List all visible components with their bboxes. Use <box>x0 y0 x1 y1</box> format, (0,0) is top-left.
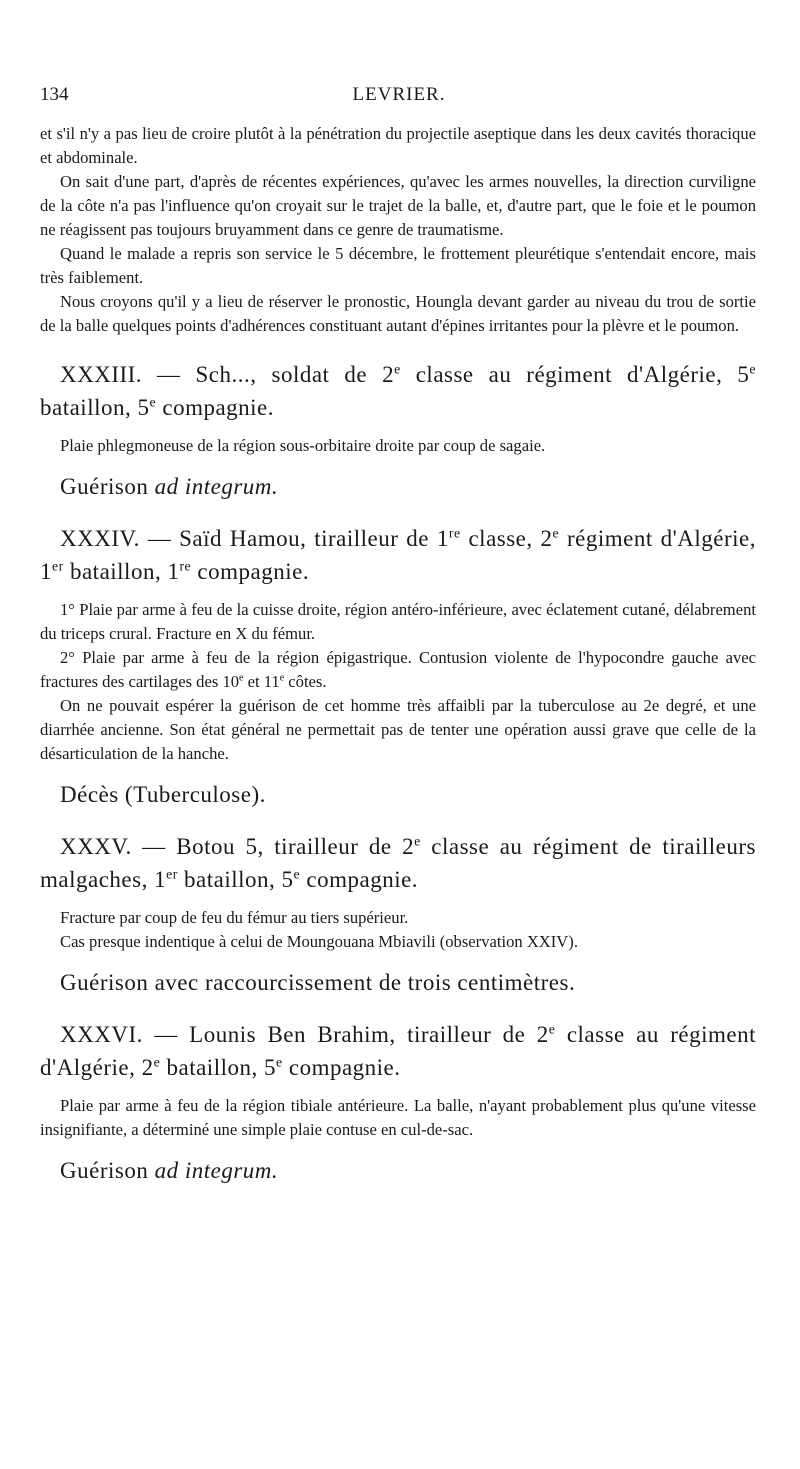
case-title: XXXIII. — Sch..., soldat de 2e classe au régiment d'Algérie, 5e bataillon, 5e compagnie. <box>40 361 756 420</box>
paragraph: Nous croyons qu'il y a lieu de réserver le pronostic, Houngla devant garder au niveau du trou de sortie de la balle quelques points d'adhérences constituant autant d'épines irritantes pour la plèvre et le poumon. <box>40 292 756 335</box>
running-title: LEVRIER. <box>352 84 446 105</box>
page-header <box>40 84 758 110</box>
case-outcome: Guérison ad integrum. <box>60 474 279 499</box>
case-description: 2° Plaie par arme à feu de la région épigastrique. Contusion violente de l'hypocondre gauche avec fractures des cartilages des 10e et 11e côtes. <box>40 648 756 691</box>
case-outcome: Décès (Tuberculose). <box>60 782 266 807</box>
case-description: Plaie par arme à feu de la région tibiale antérieure. La balle, n'ayant probablement plus qu'une vitesse insignifiante, a déterminé une simple plaie contuse en cul-de-sac. <box>40 1096 756 1139</box>
case-outcome: Guérison ad integrum. <box>60 1158 279 1183</box>
case-outcome: Guérison avec raccourcissement de trois centimètres. <box>60 970 576 995</box>
case-description: 1° Plaie par arme à feu de la cuisse droite, région antéro-inférieure, avec éclatement cutané, délabrement du triceps crural. Fracture en X du fémur. <box>40 600 756 643</box>
document-page <box>40 0 758 1469</box>
paragraph: et s'il n'y a pas lieu de croire plutôt à la pénétration du projectile aseptique dans les deux cavités thoracique et abdominale. <box>40 124 756 167</box>
case-title: XXXVI. — Lounis Ben Brahim, tirailleur de 2e classe au régiment d'Algérie, 2e bataillon, 5e compagnie. <box>40 1021 757 1080</box>
paragraph: Quand le malade a repris son service le 5 décembre, le frottement pleurétique s'entendait encore, mais très faiblement. <box>40 244 756 287</box>
case-description: Plaie phlegmoneuse de la région sous-orbitaire droite par coup de sagaie. <box>60 436 546 455</box>
case-title: XXXV. — Botou 5, tirailleur de 2e classe au régiment de tirailleurs malgaches, 1er bataillon, 5e compagnie. <box>40 833 757 892</box>
case-title: XXXIV. — Saïd Hamou, tirailleur de 1re classe, 2e régiment d'Algérie, 1er bataillon, 1re compagnie. <box>40 525 756 584</box>
case-description: Fracture par coup de feu du fémur au tiers supérieur. <box>60 908 409 927</box>
case-note: Cas presque indentique à celui de Moungouana Mbiavili (observation XXIV). <box>60 932 578 951</box>
paragraph: On sait d'une part, d'après de récentes expériences, qu'avec les armes nouvelles, la direction curviligne de la côte n'a pas l'influence qu'on croyait sur le trajet de la balle, et, d'autre part, que le foie et le poumon ne réagissent pas toujours bruyamment dans ce genre de traumatisme. <box>40 172 756 239</box>
page-number: 134 <box>40 84 69 105</box>
body-text <box>40 122 756 1186</box>
case-note: On ne pouvait espérer la guérison de cet homme très affaibli par la tuberculose au 2e degré, et une diarrhée ancienne. Son état général ne permettait pas de tenter une opération aussi grave que celle de la désarticulation de la hanche. <box>40 696 756 763</box>
